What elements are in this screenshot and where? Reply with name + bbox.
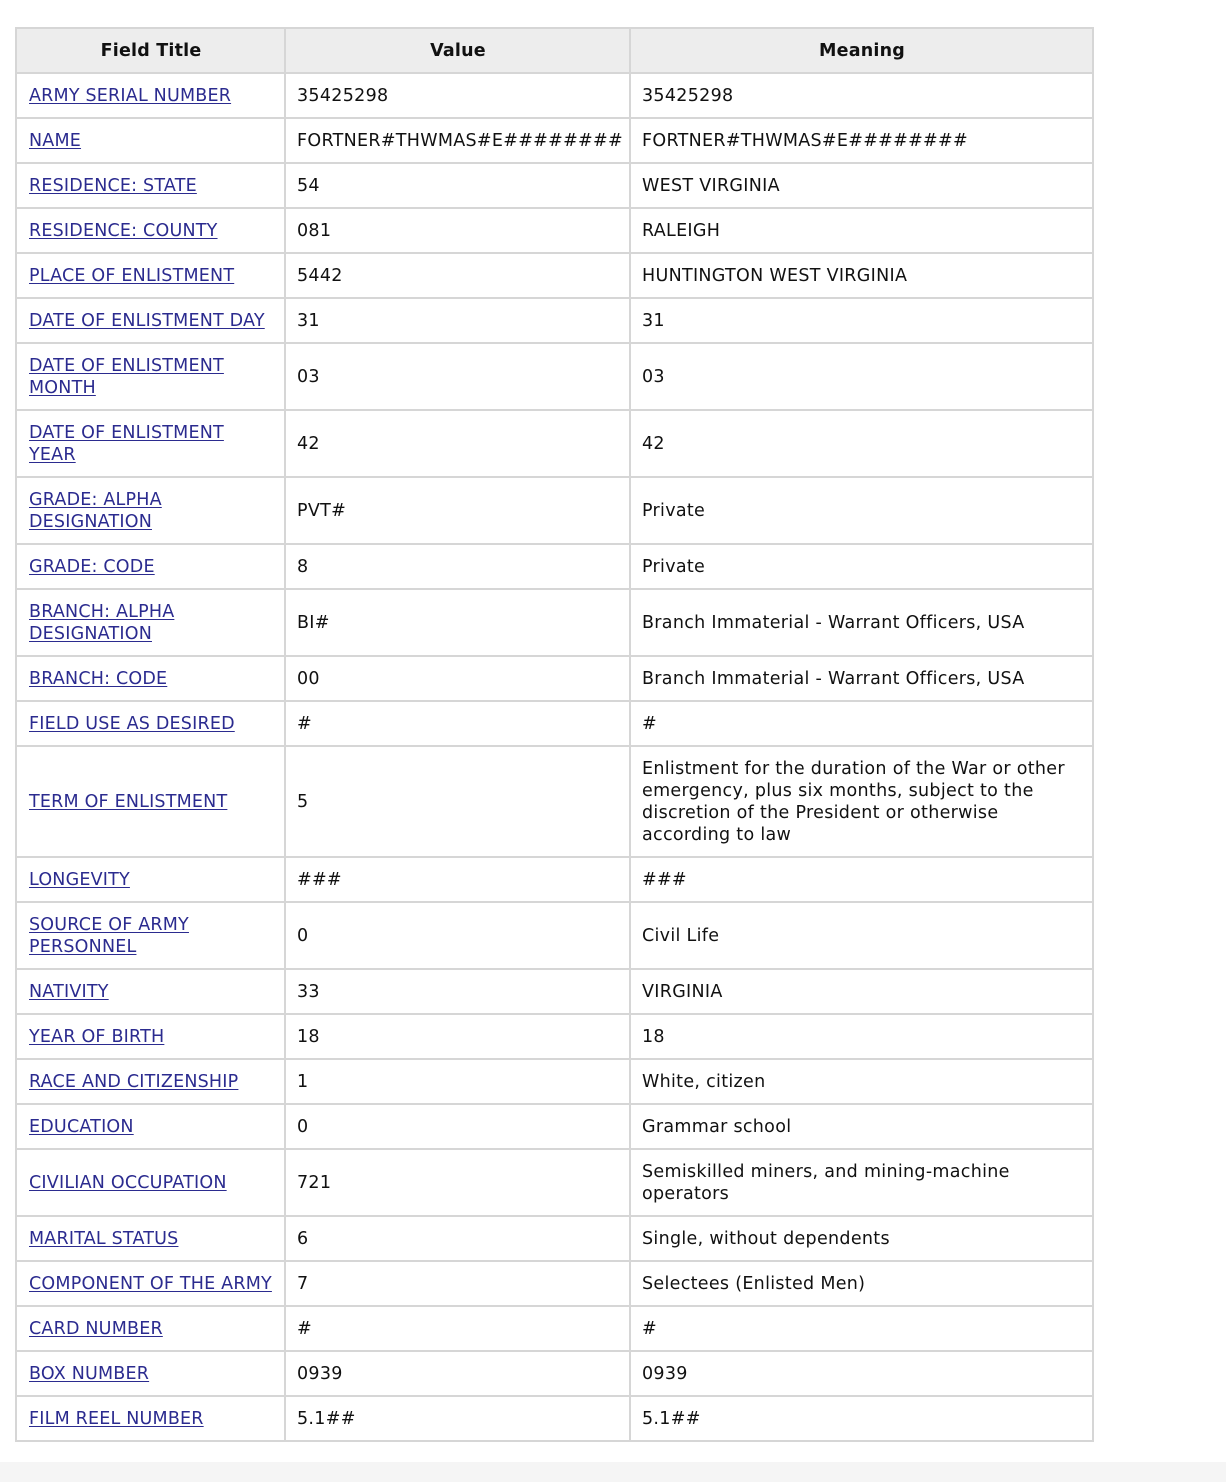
field-title-link[interactable]: GRADE: CODE [29,557,155,577]
meaning-cell: RALEIGH [630,208,1093,253]
table-row [16,746,1093,857]
value-cell: 5442 [285,253,630,298]
meaning-cell: 5.1## [630,1396,1093,1441]
table-row [16,253,1093,298]
field-title-cell [16,298,285,343]
field-title-cell [16,410,285,477]
field-title-link[interactable]: LONGEVITY [29,870,130,890]
field-title-cell [16,208,285,253]
header-field-title: Field Title [16,28,285,73]
field-title-cell [16,73,285,118]
meaning-cell: 42 [630,410,1093,477]
value-cell: FORTNER#THWMAS#E######## [285,118,630,163]
value-cell: 18 [285,1014,630,1059]
field-title-link[interactable]: GRADE: ALPHA DESIGNATION [29,490,162,532]
field-title-cell [16,1014,285,1059]
meaning-cell: 35425298 [630,73,1093,118]
table-row [16,410,1093,477]
table-row [16,1216,1093,1261]
field-title-cell [16,656,285,701]
field-title-cell [16,163,285,208]
value-cell: BI# [285,589,630,656]
value-cell: 31 [285,298,630,343]
meaning-cell: FORTNER#THWMAS#E######## [630,118,1093,163]
meaning-cell: ### [630,857,1093,902]
field-title-link[interactable]: BRANCH: CODE [29,669,168,689]
field-title-cell [16,343,285,410]
value-cell: 00 [285,656,630,701]
field-title-link[interactable]: RESIDENCE: STATE [29,176,197,196]
field-title-link[interactable]: NAME [29,131,82,151]
field-title-link[interactable]: SOURCE OF ARMY PERSONNEL [29,915,189,957]
meaning-cell: Private [630,544,1093,589]
header-row [16,28,1093,73]
field-title-cell [16,1306,285,1351]
value-cell: 081 [285,208,630,253]
field-title-link[interactable]: CIVILIAN OCCUPATION [29,1173,227,1193]
table-row [16,544,1093,589]
meaning-cell: 18 [630,1014,1093,1059]
value-cell: 721 [285,1149,630,1216]
meaning-cell: WEST VIRGINIA [630,163,1093,208]
table-header [16,28,1093,73]
record-table [15,27,1094,1442]
header-meaning: Meaning [630,28,1093,73]
table-row [16,1261,1093,1306]
field-title-link[interactable]: DATE OF ENLISTMENT MONTH [29,356,224,398]
field-title-link[interactable]: BRANCH: ALPHA DESIGNATION [29,602,175,644]
page-bottom-band [0,1462,1226,1482]
field-title-cell [16,902,285,969]
meaning-cell: Civil Life [630,902,1093,969]
meaning-cell: Single, without dependents [630,1216,1093,1261]
table-row [16,477,1093,544]
value-cell: 35425298 [285,73,630,118]
value-cell: 0 [285,1104,630,1149]
value-cell: 0939 [285,1351,630,1396]
meaning-cell: Branch Immaterial - Warrant Officers, USA [630,656,1093,701]
field-title-cell [16,746,285,857]
field-title-link[interactable]: FILM REEL NUMBER [29,1409,204,1429]
table-row [16,1351,1093,1396]
table-row [16,656,1093,701]
field-title-cell [16,589,285,656]
table-row [16,163,1093,208]
meaning-cell: 03 [630,343,1093,410]
table-row [16,73,1093,118]
field-title-link[interactable]: MARITAL STATUS [29,1229,179,1249]
meaning-cell: Private [630,477,1093,544]
field-title-cell [16,118,285,163]
meaning-cell: Grammar school [630,1104,1093,1149]
value-cell: 33 [285,969,630,1014]
field-title-cell [16,1216,285,1261]
field-title-link[interactable]: DATE OF ENLISTMENT YEAR [29,423,224,465]
table-row [16,1014,1093,1059]
field-title-cell [16,1351,285,1396]
header-value: Value [285,28,630,73]
table-body [16,73,1093,1441]
table-row [16,208,1093,253]
field-title-link[interactable]: PLACE OF ENLISTMENT [29,266,235,286]
value-cell: 5.1## [285,1396,630,1441]
field-title-cell [16,544,285,589]
field-title-cell [16,253,285,298]
field-title-cell [16,1396,285,1441]
meaning-cell: # [630,1306,1093,1351]
field-title-cell [16,477,285,544]
value-cell: 7 [285,1261,630,1306]
field-title-link[interactable]: NATIVITY [29,982,109,1002]
field-title-cell [16,857,285,902]
field-title-link[interactable]: EDUCATION [29,1117,134,1137]
table-row [16,1149,1093,1216]
field-title-cell [16,701,285,746]
table-row [16,118,1093,163]
value-cell: ### [285,857,630,902]
field-title-link[interactable]: CARD NUMBER [29,1319,163,1339]
meaning-cell: Semiskilled miners, and mining-machine operators [630,1149,1093,1216]
field-title-link[interactable]: RACE AND CITIZENSHIP [29,1072,239,1092]
value-cell: 0 [285,902,630,969]
value-cell: 8 [285,544,630,589]
field-title-link[interactable]: RESIDENCE: COUNTY [29,221,218,241]
value-cell: 5 [285,746,630,857]
meaning-cell: 31 [630,298,1093,343]
field-title-link[interactable]: TERM OF ENLISTMENT [29,792,228,812]
table-row [16,589,1093,656]
table-row [16,1306,1093,1351]
field-title-cell [16,1059,285,1104]
value-cell: 03 [285,343,630,410]
value-cell: 6 [285,1216,630,1261]
table-row [16,1396,1093,1441]
table-row [16,343,1093,410]
meaning-cell: Enlistment for the duration of the War or other emergency, plus six months, subject to the discretion of the President or otherwise according to law [630,746,1093,857]
meaning-cell: Branch Immaterial - Warrant Officers, USA [630,589,1093,656]
value-cell: 1 [285,1059,630,1104]
field-title-link[interactable]: DATE OF ENLISTMENT DAY [29,311,265,331]
field-title-cell [16,1104,285,1149]
field-title-link[interactable]: ARMY SERIAL NUMBER [29,86,232,106]
field-title-cell [16,1149,285,1216]
table-row [16,298,1093,343]
value-cell: # [285,701,630,746]
value-cell: 54 [285,163,630,208]
field-title-link[interactable]: COMPONENT OF THE ARMY [29,1274,272,1294]
value-cell: PVT# [285,477,630,544]
field-title-cell [16,969,285,1014]
meaning-cell: HUNTINGTON WEST VIRGINIA [630,253,1093,298]
field-title-link[interactable]: FIELD USE AS DESIRED [29,714,235,734]
meaning-cell: VIRGINIA [630,969,1093,1014]
value-cell: # [285,1306,630,1351]
value-cell: 42 [285,410,630,477]
field-title-link[interactable]: BOX NUMBER [29,1364,150,1384]
table-row [16,1104,1093,1149]
table-row [16,701,1093,746]
table-row [16,902,1093,969]
table-row [16,857,1093,902]
meaning-cell: Selectees (Enlisted Men) [630,1261,1093,1306]
meaning-cell: White, citizen [630,1059,1093,1104]
meaning-cell: 0939 [630,1351,1093,1396]
meaning-cell: # [630,701,1093,746]
field-title-cell [16,1261,285,1306]
table-row [16,1059,1093,1104]
field-title-link[interactable]: YEAR OF BIRTH [29,1027,165,1047]
table-row [16,969,1093,1014]
